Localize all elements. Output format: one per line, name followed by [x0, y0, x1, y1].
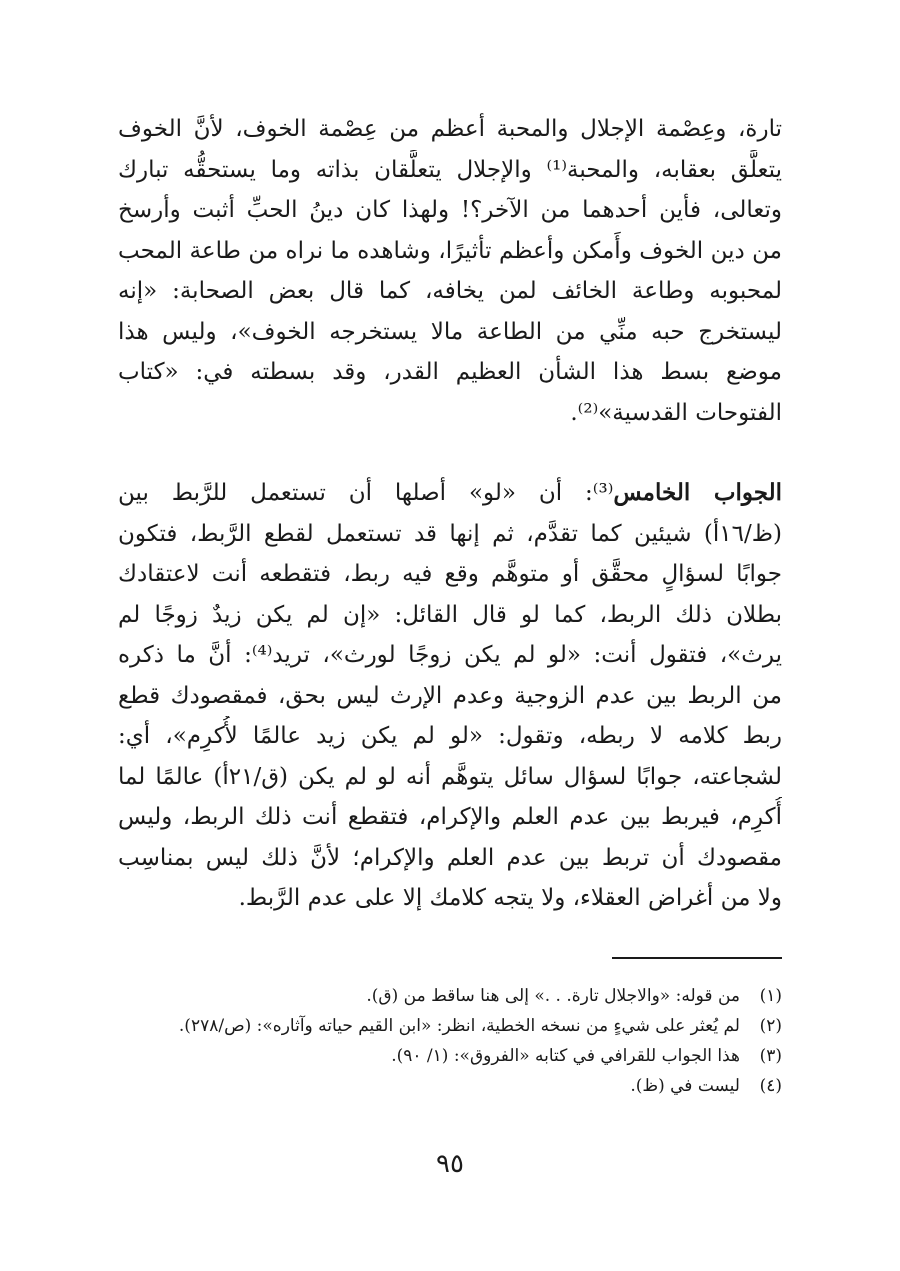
footnotes: [178, 981, 782, 1101]
footnote-text: هذا الجواب للقرافي في كتابه «الفروق»: (١/ ٩٠).: [391, 1046, 740, 1066]
footnote-item: [300, 1071, 782, 1101]
text-line: جوابًا لسؤالٍ محقَّق أو متوهَّم وقع فيه ربط، فتقطعه أنت لاعتقادك: [118, 561, 782, 587]
text-line: موضع بسط هذا الشأن العظيم القدر، وقد بسطته في: «كتاب: [118, 359, 782, 385]
text-line: ربط كلامه لا ربطه، وتقول: «لو لم يكن زيد عالمًا لأُكرِم»، أي:: [118, 723, 782, 749]
footnote-item: [300, 981, 782, 1011]
paragraph-2: [118, 473, 782, 919]
footnote-text: ليست في (ظ).: [630, 1076, 740, 1096]
footnote-number: (٣): [759, 1046, 782, 1066]
text-line: من دين الخوف وأَمكن وأعظم تأثيرًا، وشاهده ما نراه من طاعة المحب: [118, 237, 782, 264]
text-line: لمحبوبه وطاعة الخائف لمن يخافه، كما قال بعض الصحابة: «إنه: [118, 278, 782, 304]
paragraph-1: [118, 109, 782, 433]
text-line: وتعالى، فأين أحدهما من الآخر؟! ولهذا كان دينُ الحبِّ أثبت وأرسخ: [118, 197, 782, 223]
footnote-number: (٢): [759, 1016, 782, 1036]
footnote-item: [300, 1041, 782, 1071]
text-line: بطلان ذلك الربط، كما لو قال القائل: «إن لم يكن زيدٌ زوجًا لم: [118, 601, 782, 628]
footnote-separator: [612, 957, 782, 959]
footnote-number: (١): [759, 986, 782, 1006]
text-line: الفتوحات القدسية»⁽²⁾.: [570, 399, 782, 426]
text-line: لشجاعته، جوابًا لسؤال سائل يتوهَّم أنه لو لم يكن (ق/٢١أ) عالمًا لما: [118, 763, 782, 790]
footnote-item: [178, 1011, 782, 1041]
footnote-text: من قوله: «والاجلال تارة. . .» إلى هنا ساقط من (ق).: [366, 986, 740, 1006]
section-heading: الجواب الخامس: [613, 479, 782, 506]
text-line: تارة، وعِصْمة الإجلال والمحبة أعظم من عِصْمة الخوف، لأنَّ الخوف: [118, 116, 782, 142]
text-line: أُكرِم، فيربط بين عدم العلم والإكرام، فتقطع أنت ذلك الربط، وليس: [118, 804, 782, 830]
text-line: من الربط بين عدم الزوجية وعدم الإرث ليس بحق، فمقصودك قطع: [118, 682, 782, 709]
page-number: ٩٥: [436, 1149, 464, 1179]
text-line: يرث»، فتقول أنت: «لو لم يكن زوجًا لورث»، تريد⁽⁴⁾: أنَّ ما ذكره: [118, 642, 782, 668]
section-first-line-rest: ⁽³⁾: أن «لو» أصلها أن تستعمل للرَّبط بين: [118, 480, 614, 506]
footnote-text: لم يُعثر على شيءٍ من نسخه الخطية، انظر: «ابن القيم حياته وآثاره»: (ص/٢٧٨).: [178, 1016, 740, 1036]
section-first-line: [118, 473, 782, 514]
footnote-number: (٤): [759, 1076, 782, 1096]
text-line: ولا من أغراض العقلاء، ولا يتجه كلامك إلا على عدم الرَّبط.: [238, 885, 782, 911]
text-line: مقصودك أن تربط بين عدم العلم والإكرام؛ لأنَّ ذلك ليس بمناسِب: [118, 844, 782, 871]
text-line: (ظ/١٦أ) شيئين كما تقدَّم، ثم إنها قد تستعمل لقطع الرَّبط، فتكون: [118, 520, 782, 547]
text-line: يتعلَّق بعقابه، والمحبة⁽¹⁾ والإجلال يتعلَّقان بذاته وما يستحقُّه تبارك: [118, 156, 782, 183]
text-line: ليستخرج حبه منِّي من الطاعة مالا يستخرجه الخوف»، وليس هذا: [118, 318, 782, 345]
